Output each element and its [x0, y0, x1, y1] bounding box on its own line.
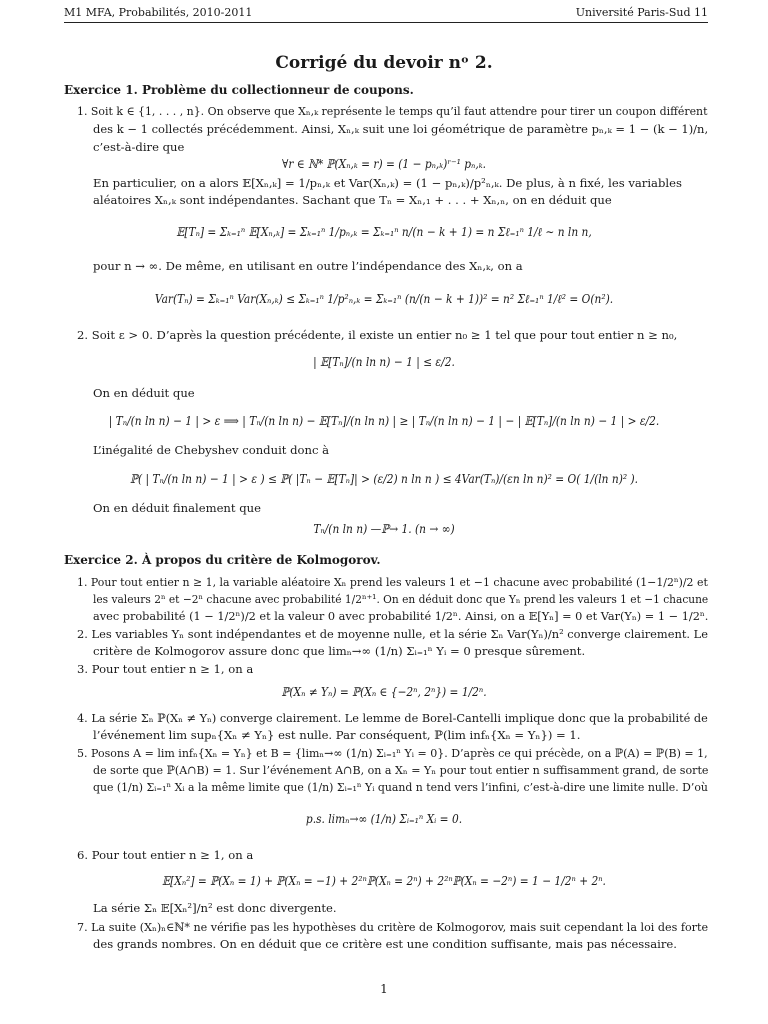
paragraph-line: l’événement lim supₙ{Xₙ ≠ Yₙ} est nulle. Par conséquent, ℙ(lim infₙ{Xₙ = Yₙ}) = 1. [93, 728, 581, 742]
equation: ℙ( | Tₙ/(n ln n) − 1 | > ε ) ≤ ℙ( |Tₙ − 𝔼[Tₙ]| > (ε/2) n ln n ) ≤ 4Var(Tₙ)/(εn ln n)² = O( 1/(ln n)² ). [129, 472, 639, 486]
paragraph-line: 2. Les variables Yₙ sont indépendantes et de moyenne nulle, et la série Σₙ Var(Yₙ)/n² converge clairement. Le [77, 627, 709, 641]
paragraph-line: 2. Soit ε > 0. D’après la question précédente, il existe un entier n₀ ≥ 1 tel que pour tout entier n ≥ n₀, [77, 328, 678, 342]
header-left: M1 MFA, Probabilités, 2010-2011 [64, 6, 253, 19]
exercise-2-heading: Exercice 2. À propos du critère de Kolmogorov. [64, 553, 381, 567]
paragraph-line: des grands nombres. On en déduit que ce critère est une condition suffisante, mais pas nécessaire. [93, 937, 677, 951]
paragraph-line: avec probabilité (1 − 1/2ⁿ)/2 et la valeur 0 avec probabilité 1/2ⁿ. Ainsi, on a 𝔼[Yₙ] = 0 et Var(Yₙ) = 1 − 1/2ⁿ. [93, 609, 709, 623]
equation: Tₙ/(n ln n) —ℙ→ 1. (n → ∞) [313, 522, 455, 536]
exercise-1-heading: Exercice 1. Problème du collectionneur de coupons. [64, 83, 414, 97]
paragraph-line: En particulier, on a alors 𝔼[Xₙ,ₖ] = 1/pₙ,ₖ et Var(Xₙ,ₖ) = (1 − pₙ,ₖ)/p²ₙ,ₖ. De plus, à n fixé, les variables [93, 176, 682, 190]
paragraph-line: 6. Pour tout entier n ≥ 1, on a [77, 848, 254, 862]
header-right: Université Paris-Sud 11 [575, 6, 708, 19]
paragraph-line: 7. La suite (Xₙ)ₙ∈ℕ* ne vérifie pas les hypothèses du critère de Kolmogorov, mais suit cependant la loi des forte [77, 920, 709, 934]
paragraph-line: 5. Posons A = lim infₙ{Xₙ = Yₙ} et B = {limₙ→∞ (1/n) Σᵢ₌₁ⁿ Yᵢ = 0}. D’après ce qui précède, on a ℙ(A) = ℙ(B) = 1, [77, 746, 708, 760]
paragraph-line: de sorte que ℙ(A∩B) = 1. Sur l’événement A∩B, on a Xₙ = Yₙ pour tout entier n suffisamment grand, de sorte [93, 763, 709, 777]
paragraph-line: On en déduit finalement que [93, 501, 261, 515]
equation: 𝔼[Tₙ] = Σₖ₌₁ⁿ 𝔼[Xₙ,ₖ] = Σₖ₌₁ⁿ 1/pₙ,ₖ = Σₖ₌₁ⁿ n/(n − k + 1) = n Σℓ₌₁ⁿ 1/ℓ ∼ n ln n, [176, 225, 592, 239]
equation: 𝔼[Xₙ²] = ℙ(Xₙ = 1) + ℙ(Xₙ = −1) + 2²ⁿℙ(Xₙ = 2ⁿ) + 2²ⁿℙ(Xₙ = −2ⁿ) = 1 − 1/2ⁿ + 2ⁿ. [162, 874, 606, 888]
page-number: 1 [380, 982, 388, 996]
paragraph-line: 3. Pour tout entier n ≥ 1, on a [77, 662, 254, 676]
paragraph-line: L’inégalité de Chebyshev conduit donc à [93, 443, 330, 457]
paragraph-line: On en déduit que [93, 386, 195, 400]
paragraph-line: que (1/n) Σᵢ₌₁ⁿ Xᵢ a la même limite que (1/n) Σᵢ₌₁ⁿ Yᵢ quand n tend vers l’infini, c’est-à-dire une limite nulle. D’où [93, 780, 708, 794]
paragraph-line: 1. Soit k ∈ {1, . . . , n}. On observe que Xₙ,ₖ représente le temps qu’il faut attendre pour tirer un coupon différent [77, 104, 708, 118]
equation: Var(Tₙ) = Σₖ₌₁ⁿ Var(Xₙ,ₖ) ≤ Σₖ₌₁ⁿ 1/p²ₙ,ₖ = Σₖ₌₁ⁿ (n/(n − k + 1))² = n² Σℓ₌₁ⁿ 1/ℓ² = O(n²). [154, 292, 614, 306]
paragraph-line: 1. Pour tout entier n ≥ 1, la variable aléatoire Xₙ prend les valeurs 1 et −1 chacune avec probabilité (1−1/2ⁿ)/2 et [77, 575, 708, 589]
equation: | Tₙ/(n ln n) − 1 | > ε ⟹ | Tₙ/(n ln n) − 𝔼[Tₙ]/(n ln n) | ≥ | Tₙ/(n ln n) − 1 | − | 𝔼[Tₙ]/(n ln n) − 1 | > ε/2. [108, 414, 660, 428]
paragraph-line: pour n → ∞. De même, en utilisant en outre l’indépendance des Xₙ,ₖ, on a [93, 259, 523, 273]
equation: ℙ(Xₙ ≠ Yₙ) = ℙ(Xₙ ∈ {−2ⁿ, 2ⁿ}) = 1/2ⁿ. [281, 685, 487, 699]
paragraph-line: les valeurs 2ⁿ et −2ⁿ chacune avec probabilité 1/2ⁿ⁺¹. On en déduit donc que Yₙ prend les valeurs 1 et −1 chacune [93, 592, 709, 606]
equation: ∀r ∈ ℕ* ℙ(Xₙ,ₖ = r) = (1 − pₙ,ₖ)ʳ⁻¹ pₙ,ₖ. [282, 157, 486, 171]
paragraph-line: critère de Kolmogorov assure donc que limₙ→∞ (1/n) Σᵢ₌₁ⁿ Yᵢ = 0 presque sûrement. [93, 644, 586, 658]
page-title: Corrigé du devoir nᵒ 2. [275, 53, 493, 73]
paragraph-line: La série Σₙ 𝔼[Xₙ²]/n² est donc divergente. [93, 901, 337, 915]
paragraph-line: des k − 1 collectés précédemment. Ainsi, Xₙ,ₖ suit une loi géométrique de paramètre pₙ,ₖ = 1 − (k − 1)/n, [93, 122, 709, 136]
paragraph-line: 4. La série Σₙ ℙ(Xₙ ≠ Yₙ) converge clairement. Le lemme de Borel-Cantelli implique donc que la probabilité de [77, 711, 708, 725]
equation: | 𝔼[Tₙ]/(n ln n) − 1 | ≤ ε/2. [313, 355, 455, 369]
paragraph-line: c’est-à-dire que [93, 140, 185, 154]
equation: p.s. limₙ→∞ (1/n) Σᵢ₌₁ⁿ Xᵢ = 0. [305, 812, 463, 826]
paragraph-line: aléatoires Xₙ,ₖ sont indépendantes. Sachant que Tₙ = Xₙ,₁ + . . . + Xₙ,ₙ, on en déduit que [93, 193, 612, 207]
header-rule [64, 22, 708, 23]
